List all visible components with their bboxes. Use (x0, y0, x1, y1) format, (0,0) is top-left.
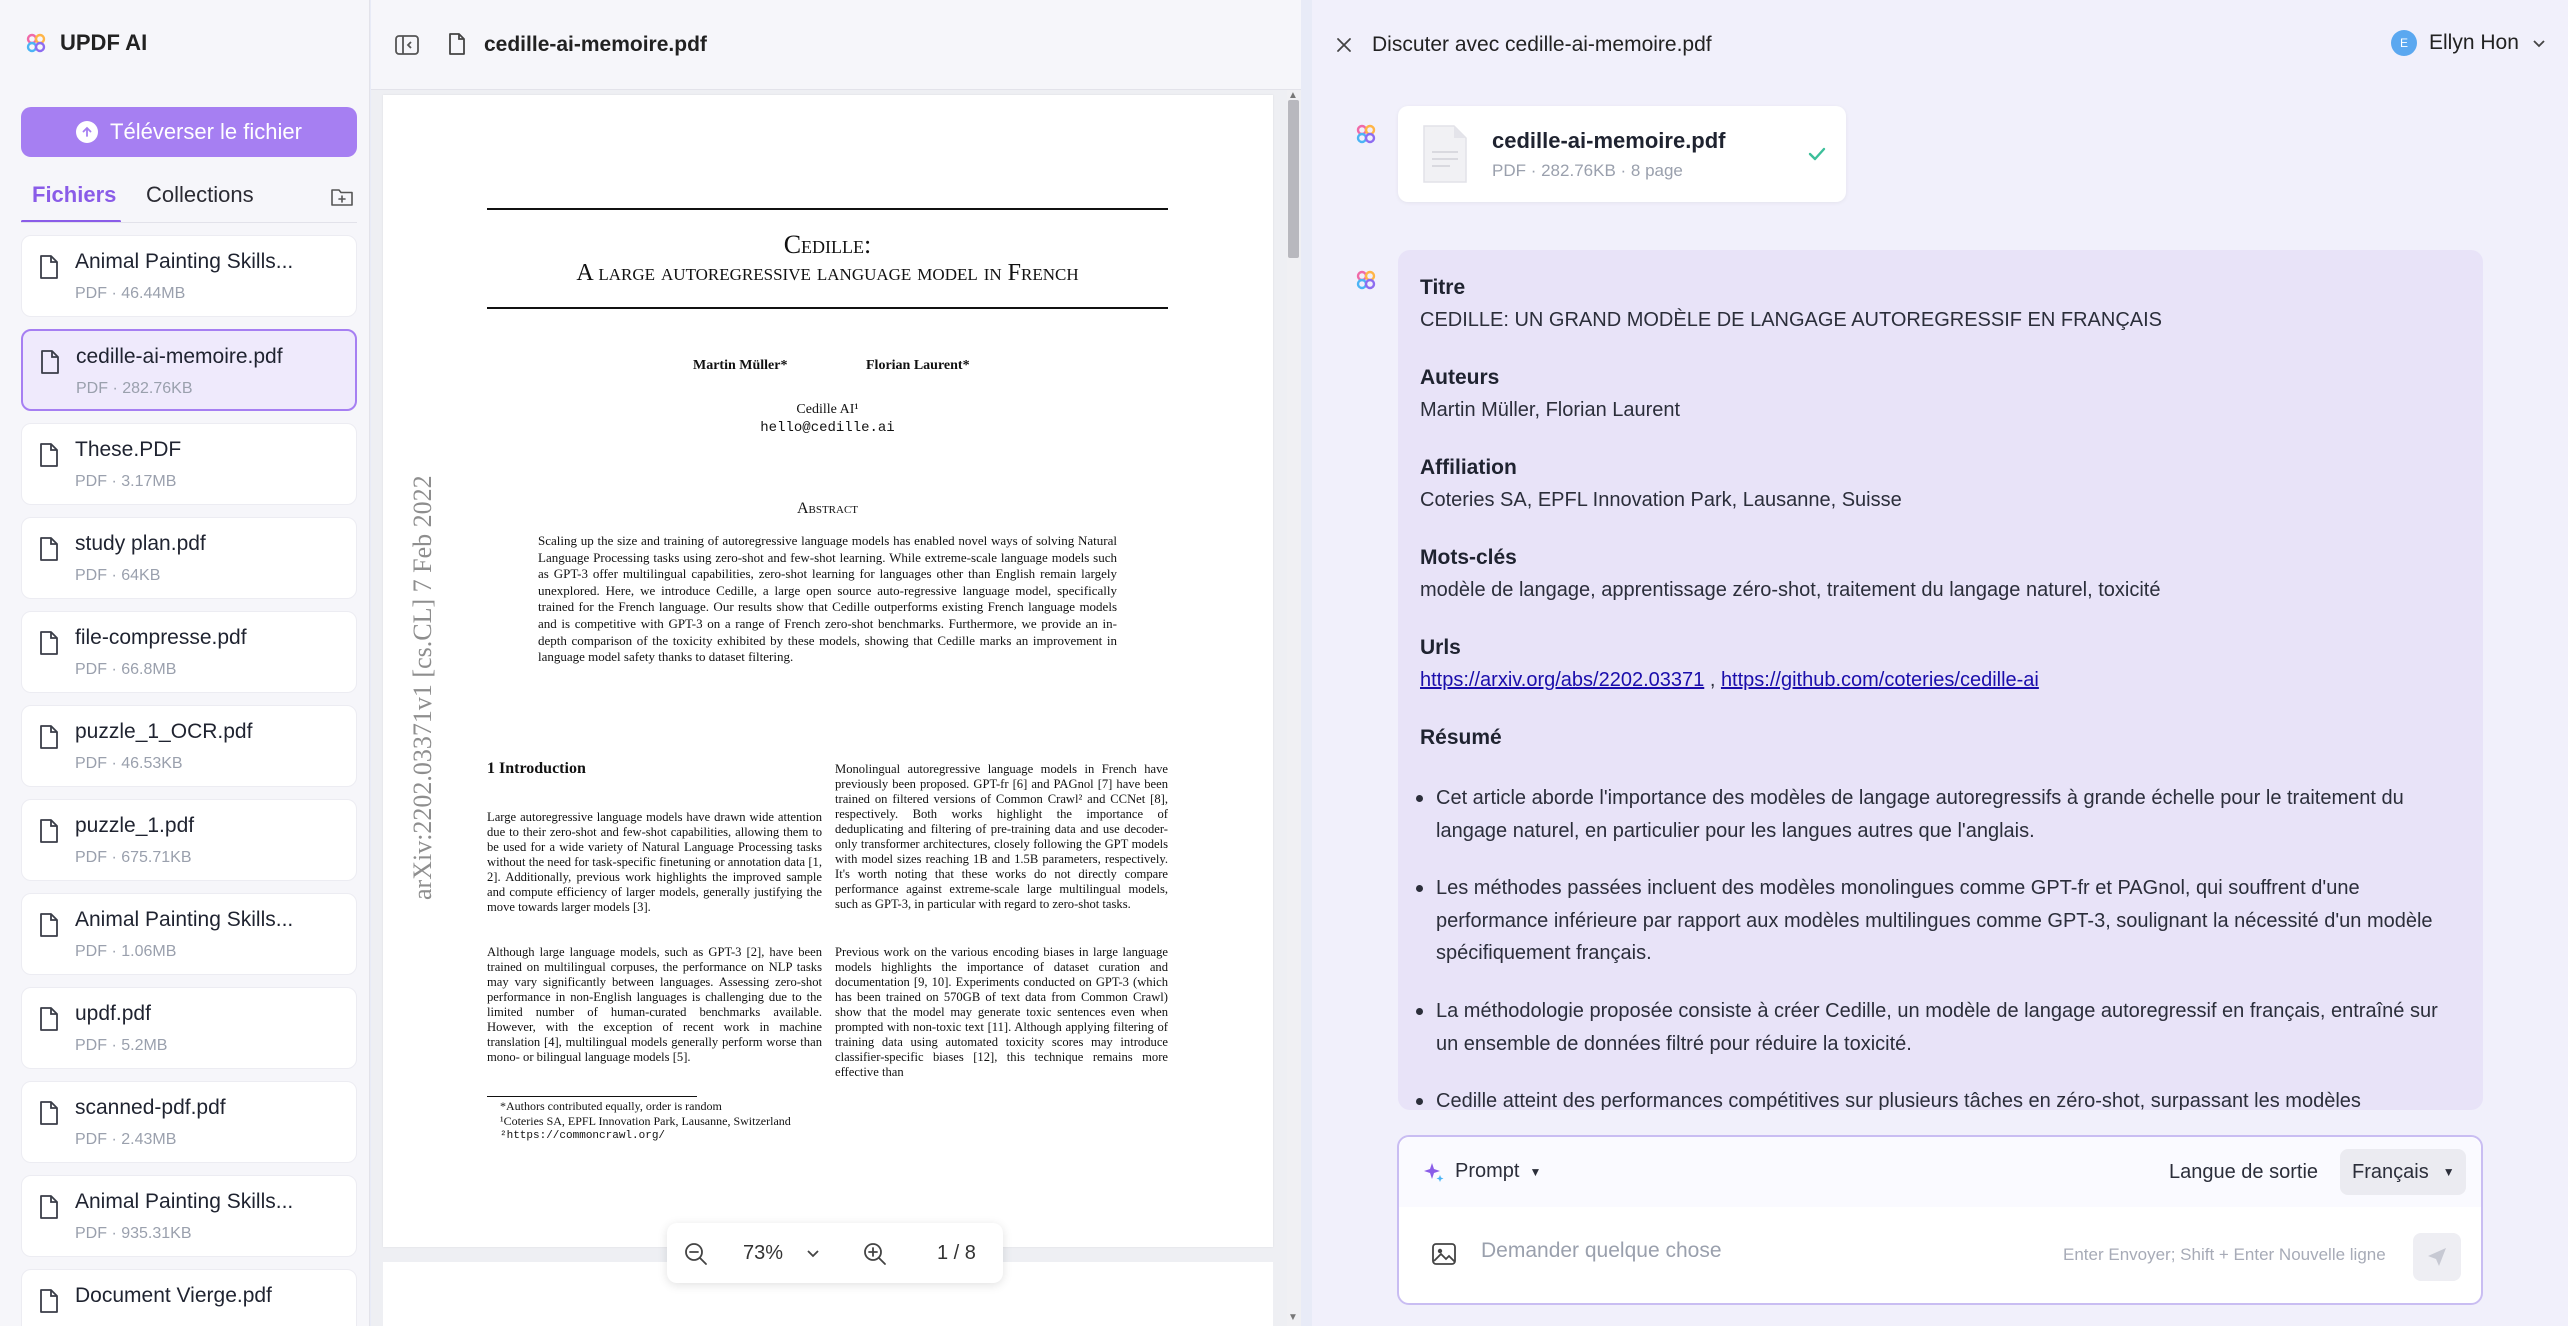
prompt-label: Prompt (1455, 1160, 1520, 1182)
paper-email: hello@cedille.ai (760, 420, 895, 436)
ai-assistant-icon (1356, 270, 1376, 290)
file-name: file-compresse.pdf (75, 626, 247, 649)
check-icon (1806, 143, 1828, 165)
sparkle-icon (1423, 1161, 1445, 1183)
intro-heading: 1 Introduction (487, 760, 586, 777)
file-name: scanned-pdf.pdf (75, 1096, 226, 1119)
arxiv-stamp: arXiv:2202.03371v1 [cs.CL] 7 Feb 2022 (408, 475, 437, 900)
file-meta: PDF · 2.43MB (75, 1131, 177, 1148)
output-language-select[interactable] (2340, 1149, 2466, 1195)
urls-value (1420, 669, 2039, 692)
file-list-item[interactable] (21, 329, 357, 411)
footnote-1: *Authors contributed equally, order is random (500, 1099, 722, 1113)
title-bottom-rule (487, 307, 1168, 309)
file-name: puzzle_1_OCR.pdf (75, 720, 253, 743)
file-list-item[interactable] (21, 893, 357, 975)
file-name: Animal Painting Skills... (75, 1190, 294, 1213)
zoom-in-icon[interactable] (862, 1241, 888, 1267)
file-meta: PDF · 675.71KB (75, 849, 192, 866)
file-name: cedille-ai-memoire.pdf (76, 345, 283, 368)
ai-assistant-icon (1356, 124, 1376, 144)
intro-paragraph-1: Large autoregressive language models have drawn wide attention due to their zero-shot and few-shot capabilities, allowing them to be used for a wide variety of Natural Language Processing tasks without the need for task-specific finetuning or annotation data [1, 2]. Additionally, previous work highlights the improved sample and compute efficiency of larger models, generally justifying the move towards larger models [3]. (487, 810, 822, 914)
tab-collections[interactable]: Collections (146, 182, 254, 207)
file-meta: PDF · 3.17MB (75, 473, 177, 490)
document-icon (38, 536, 60, 562)
caret-down-icon: ▼ (1529, 1164, 1542, 1179)
footnotes (500, 1099, 840, 1144)
document-icon (38, 818, 60, 844)
document-icon (38, 912, 60, 938)
attached-file-meta: PDF · 282.76KB · 8 page (1492, 161, 1683, 180)
section-summary: Résumé (1420, 726, 1502, 749)
file-meta: PDF · 282.76KB (76, 380, 193, 397)
intro-paragraph-4: Previous work on the various encoding biases in large language models highlights the importance of dataset curation and documentation [9, 10]. Experiments conducted on GPT-3 (which has been trained on 570GB of text data from Common Crawl) show that the model may generate toxic sentences even when prompted with non-toxic text [11]. Although applying filtering of training data using automated toxicity scores may introduce classifier-specific biases [12], this technique remains more effective than (835, 945, 1168, 1079)
file-list-item[interactable] (21, 705, 357, 787)
zoom-out-icon[interactable] (683, 1241, 709, 1267)
file-list-item[interactable] (21, 611, 357, 693)
file-meta: PDF · 1.06MB (75, 943, 177, 960)
summary-bullet: Les méthodes passées incluent des modèles monolingues comme GPT-fr et PAGnol, qui souffrent d'une performance inférieure par rapport aux modèles multilingues comme GPT-3, soulignant la nécessité d'un modèle spécifiquement français. (1436, 872, 2456, 970)
document-icon (38, 442, 60, 468)
abstract-body: Scaling up the size and training of autoregressive language models has enabled novel ways of solving Natural Language Processing tasks using zero-shot and few-shot learning. While extreme-scale language models such as GPT-3 offer multilingual capabilities, zero-shot learning for languages other than English remain largely unexplored. Here, we introduce Cedille, a large open source auto-regressive language model, specifically trained for the French language. Our results show that Cedille outperforms existing French language models and is competitive with GPT-3 on a range of French zero-shot benchmarks. Furthermore, we provide an in-depth comparison of the toxicity exhibited by these models, showing that Cedille marks an improvement in language model safety thanks to dataset filtering. (538, 533, 1117, 665)
ai-answer-card (1398, 250, 2483, 1110)
file-name: study plan.pdf (75, 532, 206, 555)
file-meta: PDF · 66.8MB (75, 661, 177, 678)
document-icon (38, 254, 60, 280)
chevron-down-icon[interactable] (805, 1245, 821, 1261)
caret-down-icon: ▼ (2442, 1165, 2455, 1179)
footnote-3: ²https://commoncrawl.org/ (500, 1130, 666, 1142)
file-meta: PDF · 5.2MB (75, 1037, 168, 1054)
attached-file-card[interactable] (1398, 106, 1846, 202)
url-separator: , (1704, 669, 1721, 691)
composer-toolbar (1399, 1137, 2481, 1207)
upload-file-label: Téléverser le fichier (110, 119, 302, 144)
file-list-item[interactable] (21, 799, 357, 881)
file-list-item[interactable] (21, 1081, 357, 1163)
keyboard-hint: Enter Envoyer; Shift + Enter Nouvelle ligne (2063, 1245, 2386, 1264)
file-list-item[interactable] (21, 423, 357, 505)
chat-composer (1397, 1135, 2483, 1305)
file-name: Animal Painting Skills... (75, 250, 294, 273)
summary-bullet: Cedille atteint des performances compétitives sur plusieurs tâches en zéro-shot, surpassant les modèles (1436, 1085, 2456, 1110)
app-name: UPDF AI (60, 30, 148, 55)
brand (26, 30, 147, 56)
tabs-divider (21, 222, 357, 223)
send-icon (2425, 1245, 2449, 1269)
affiliation-value: Coteries SA, EPFL Innovation Park, Lausanne, Suisse (1420, 489, 1902, 511)
intro-paragraph-3: Monolingual autoregressive language models in French have previously been proposed. GPT-fr [6] and PAGnol [7] have been trained on filtered versions of Common Crawl² and CCNet [8], respectively. Both works highlight the importance of deduplicating and filtering of pre-training data and use decoder-only transformer architectures, closely following the GPT models with model sizes reaching 1B and 1.5B parameters, respectively. It's worth noting that these works do not directly compare performance against extreme-scale large multilingual models, such as GPT-3, in particular with regard to zero-shot tasks. (835, 762, 1168, 911)
title-top-rule (487, 208, 1168, 210)
attached-file-name: cedille-ai-memoire.pdf (1492, 128, 1726, 153)
paper-title-line1: Cedille: (783, 230, 872, 259)
user-menu[interactable] (2391, 30, 2547, 56)
document-icon (38, 1006, 60, 1032)
document-icon (38, 1100, 60, 1126)
file-name: puzzle_1.pdf (75, 814, 195, 837)
file-name: Document Vierge.pdf (75, 1284, 272, 1307)
close-icon[interactable] (1335, 36, 1353, 54)
new-folder-icon[interactable] (330, 186, 354, 208)
upload-file-button[interactable] (21, 107, 357, 157)
image-upload-icon[interactable] (1431, 1242, 1457, 1266)
scroll-up-icon[interactable]: ▲ (1288, 90, 1298, 101)
section-keywords: Mots-clés (1420, 546, 1517, 569)
file-list-item[interactable] (21, 1175, 357, 1257)
file-name: updf.pdf (75, 1002, 151, 1025)
output-language-value: Français (2352, 1160, 2429, 1183)
viewer-file-title: cedille-ai-memoire.pdf (484, 33, 707, 56)
toggle-sidebar-icon[interactable] (394, 34, 420, 56)
summary-bullet: Cet article aborde l'importance des modèles de langage autoregressifs à grande échelle pour le traitement du langage naturel, en particulier pour les langues autres que l'anglais. (1436, 782, 2456, 847)
document-icon (39, 349, 61, 375)
arxiv-link[interactable]: https://arxiv.org/abs/2202.03371 (1420, 669, 1705, 691)
paper-title-line2: A large autoregressive language model in French (576, 260, 1079, 286)
zoom-level[interactable]: 73% (743, 1242, 784, 1264)
document-icon (38, 1288, 60, 1314)
file-list-item[interactable] (21, 235, 357, 317)
paper-author-2: Florian Laurent* (866, 358, 970, 373)
prompt-dropdown[interactable] (1423, 1160, 1541, 1183)
chat-title: Discuter avec cedille-ai-memoire.pdf (1372, 33, 1712, 56)
section-affiliation: Affiliation (1420, 456, 1517, 479)
file-name: These.PDF (75, 438, 182, 461)
file-list-item[interactable] (21, 987, 357, 1069)
document-icon (1420, 124, 1470, 184)
paper-author-1: Martin Müller* (693, 358, 788, 373)
file-meta: PDF · 935.31KB (75, 1225, 192, 1242)
page-indicator[interactable]: 1 / 8 (937, 1242, 976, 1264)
section-urls: Urls (1420, 636, 1461, 659)
sidebar-tabs (21, 180, 357, 220)
section-title: Titre (1420, 276, 1466, 299)
chat-input[interactable] (1481, 1229, 2041, 1273)
file-meta: PDF · 64KB (75, 567, 161, 584)
intro-paragraph-2: Although large language models, such as GPT-3 [2], have been trained on multilingual corpuses, the performance on NLP tasks may vary significantly between languages. Assessing zero-shot performance in non-English languages is challenging due to the limited number of human-curated benchmarks available. However, with the exception of recent work in machine translation [4], multilingual models generally perform worse than mono- or bilingual language models [5]. (487, 945, 822, 1064)
file-list-item[interactable] (21, 1269, 357, 1326)
document-icon (38, 724, 60, 750)
document-icon (447, 32, 467, 56)
chevron-down-icon (2531, 35, 2547, 51)
zoom-toolbar (667, 1223, 1003, 1283)
document-icon (38, 630, 60, 656)
github-link[interactable]: https://github.com/coteries/cedille-ai (1720, 669, 2039, 691)
footnote-rule (487, 1096, 697, 1097)
footnote-2: ¹Coteries SA, EPFL Innovation Park, Lausanne, Switzerland (500, 1114, 791, 1128)
file-name: Animal Painting Skills... (75, 908, 294, 931)
viewer-scrollbar-thumb[interactable] (1288, 100, 1299, 258)
file-meta: PDF · 46.44MB (75, 285, 186, 302)
authors-value: Martin Müller, Florian Laurent (1420, 399, 1681, 421)
upload-arrow-icon (76, 121, 98, 143)
viewer-scrollbar[interactable] (1287, 90, 1301, 1326)
file-list-item[interactable] (21, 517, 357, 599)
send-button[interactable] (2413, 1233, 2461, 1281)
paper-title-value: CEDILLE: UN GRAND MODÈLE DE LANGAGE AUTOREGRESSIF EN FRANÇAIS (1420, 309, 2163, 331)
avatar: E (2391, 30, 2417, 56)
user-name: Ellyn Hon (2429, 31, 2519, 54)
file-meta: PDF · 46.53KB (75, 755, 183, 772)
section-authors: Auteurs (1420, 366, 1500, 389)
document-icon (38, 1194, 60, 1220)
scroll-down-icon[interactable]: ▼ (1288, 1312, 1298, 1323)
output-language-label: Langue de sortie (2169, 1161, 2319, 1183)
paper-affiliation: Cedille AI¹ (796, 402, 859, 417)
keywords-value: modèle de langage, apprentissage zéro-shot, traitement du langage naturel, toxicité (1420, 579, 2161, 601)
updf-logo-icon (26, 33, 46, 53)
tab-files[interactable]: Fichiers (32, 182, 117, 207)
abstract-heading: Abstract (796, 500, 859, 517)
summary-bullet: La méthodologie proposée consiste à créer Cedille, un modèle de langage autoregressif en français, entraîné sur un ensemble de données filtré pour réduire la toxicité. (1436, 995, 2456, 1060)
